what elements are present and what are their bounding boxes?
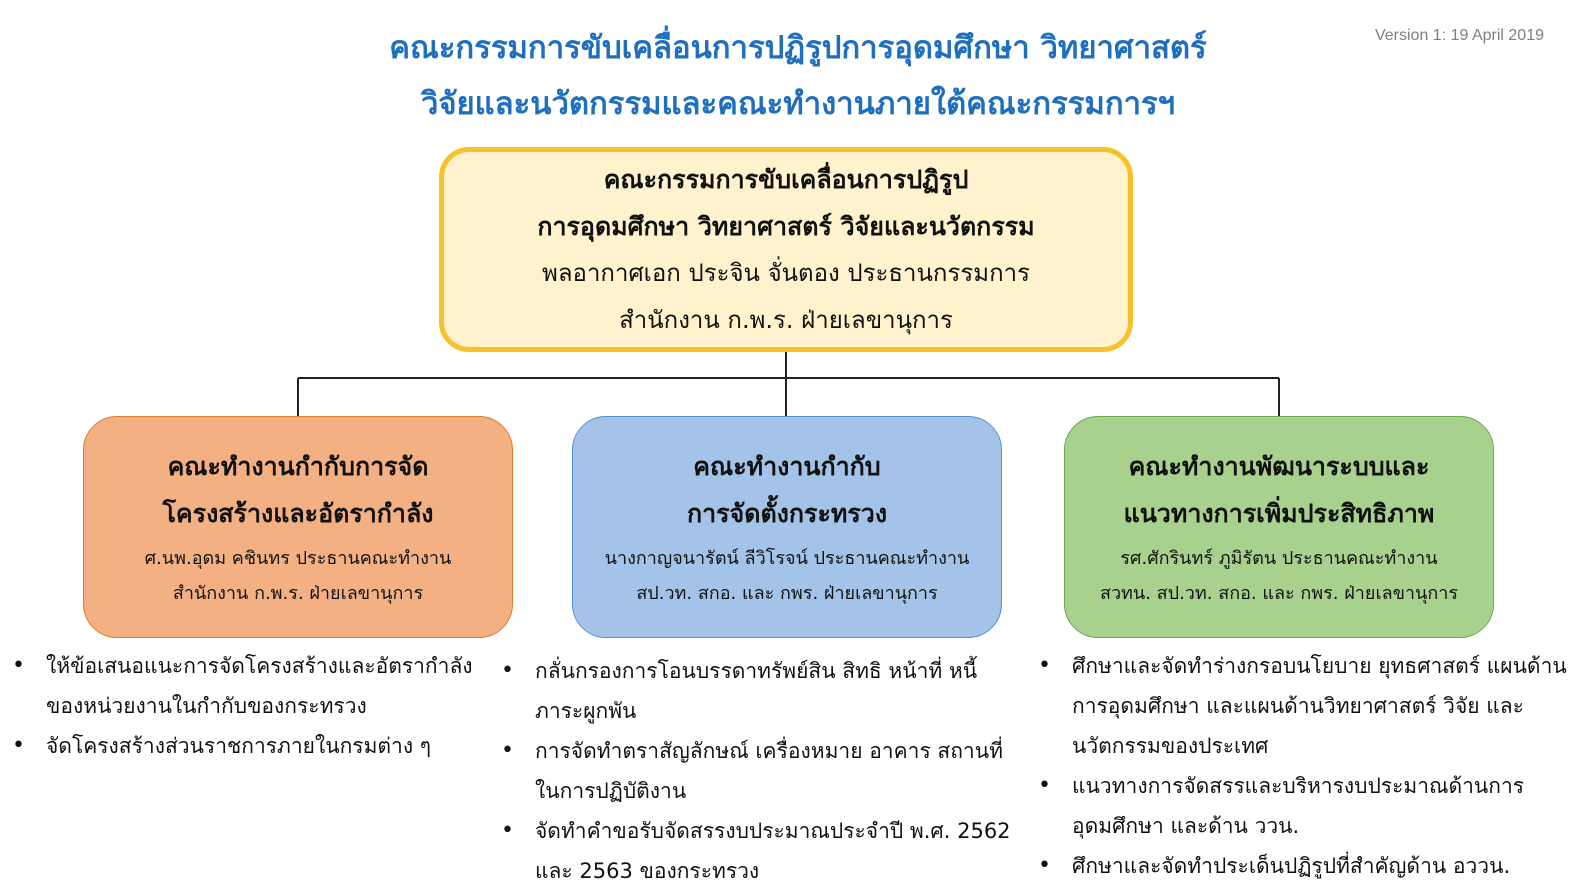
committee-name-line-1: คณะกรรมการขับเคลื่อนการปฏิรูป (603, 164, 969, 194)
list-item: • จัดโครงสร้างส่วนราชการภายในกรมต่าง ๆ (8, 726, 478, 766)
working-group-chair: นางกาญจนารัตน์ ลีวิโรจน์ ประธานคณะทำงาน (604, 548, 970, 569)
working-group-heading-line-1: คณะทำงานกำกับ (693, 452, 881, 481)
working-group-secretariat: สำนักงาน ก.พ.ร. ฝ่ายเลขานุการ (172, 583, 424, 604)
committee-secretariat: สำนักงาน ก.พ.ร. ฝ่ายเลขานุการ (619, 305, 953, 334)
working-group-chair: ศ.นพ.อุดม คชินทร ประธานคณะทำงาน (144, 548, 452, 569)
working-group-structure-box (83, 416, 513, 638)
steering-committee-box (439, 147, 1133, 352)
list-item: • กลั่นกรองการโอนบรรดาทรัพย์สิน สิทธิ หน้าที่ หนี้ ภาระผูกพัน (497, 651, 1017, 731)
page-title-line-1: คณะกรรมการขับเคลื่อนการปฏิรูปการอุดมศึกษา วิทยาศาสตร์ (389, 30, 1207, 66)
list-item: • ให้ข้อเสนอแนะการจัดโครงสร้างและอัตรากำลังของหน่วยงานในกำกับของกระทรวง (8, 646, 478, 726)
working-group-heading-line-2: แนวทางการเพิ่มประสิทธิภาพ (1123, 499, 1435, 528)
working-group-efficiency-box (1064, 416, 1494, 638)
list-item: • แนวทางการจัดสรรและบริหารงบประมาณด้านการอุดมศึกษา และด้าน ววน. (1034, 766, 1594, 846)
structure-tasks-list (8, 646, 478, 766)
working-group-heading-line-1: คณะทำงานพัฒนาระบบและ (1128, 452, 1430, 481)
efficiency-tasks-list (1034, 646, 1594, 886)
working-group-heading-line-2: โครงสร้างและอัตรากำลัง (162, 499, 434, 528)
list-item: • ศึกษาและจัดทำร่างกรอบนโยบาย ยุทธศาสตร์ แผนด้านการอุดมศึกษา และแผนด้านวิทยาศาสตร์ วิจัย และนวัตกรรมของประเทศ (1034, 646, 1594, 766)
list-item: • การจัดทำตราสัญลักษณ์ เครื่องหมาย อาคาร สถานที่ในการปฏิบัติงาน (497, 731, 1017, 811)
working-group-heading-line-1: คณะทำงานกำกับการจัด (167, 452, 429, 481)
working-group-chair: รศ.ศักรินทร์ ภูมิรัตน ประธานคณะทำงาน (1120, 548, 1438, 569)
working-group-secretariat: สป.วท. สกอ. และ กพร. ฝ่ายเลขานุการ (636, 583, 938, 604)
working-group-ministry-box (572, 416, 1002, 638)
committee-chair: พลอากาศเอก ประจิน จั่นตอง ประธานกรรมการ (542, 258, 1030, 287)
working-group-heading-line-2: การจัดตั้งกระทรวง (686, 499, 888, 528)
page-title-line-2: วิจัยและนวัตกรรมและคณะทำงานภายใต้คณะกรรมการฯ (420, 86, 1176, 122)
working-group-secretariat: สวทน. สป.วท. สกอ. และ กพร. ฝ่ายเลขานุการ (1099, 583, 1459, 604)
committee-name-line-2: การอุดมศึกษา วิทยาศาสตร์ วิจัยและนวัตกรรม (537, 211, 1035, 241)
ministry-tasks-list (497, 651, 1017, 891)
version-label: Version 1: 19 April 2019 (1374, 27, 1544, 44)
list-item: • จัดทำคำขอรับจัดสรรงบประมาณประจำปี พ.ศ. 2562 และ 2563 ของกระทรวง (497, 811, 1017, 891)
list-item: • ศึกษาและจัดทำประเด็นปฏิรูปที่สำคัญด้าน อววน. (1034, 846, 1594, 886)
